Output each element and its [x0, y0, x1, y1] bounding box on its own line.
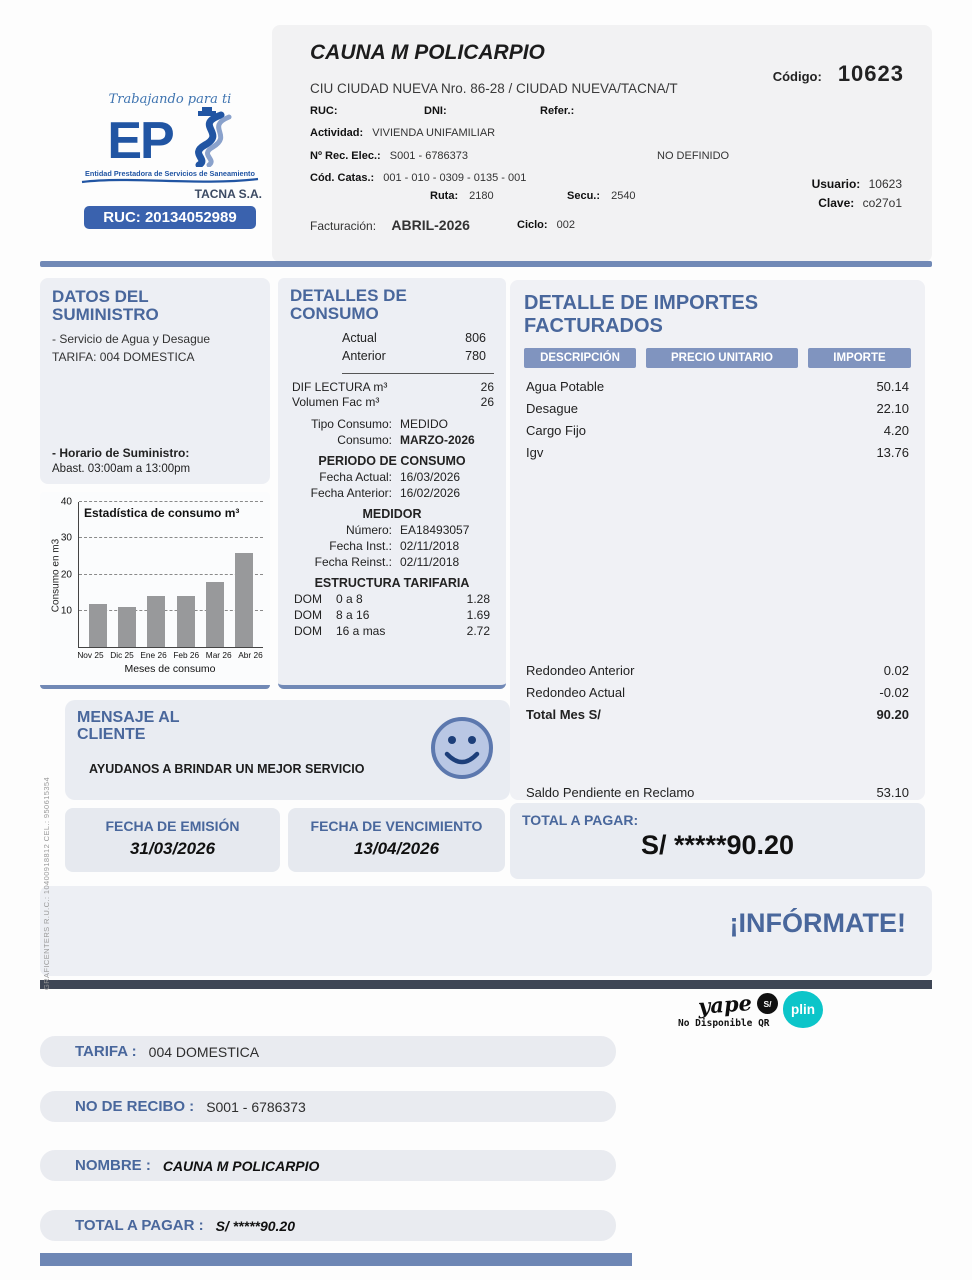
footer-nombre-label: NOMBRE : [75, 1157, 151, 1174]
ruta-label: Ruta: [430, 190, 459, 202]
fecha-anterior-label: Fecha Anterior: [310, 486, 392, 500]
actual-value: 806 [465, 331, 486, 345]
section-divider [40, 980, 932, 989]
actual-label: Actual [342, 331, 377, 345]
charge-row [510, 401, 925, 416]
footer-recibo-label: NO DE RECIBO : [75, 1098, 195, 1115]
charge-row [510, 379, 925, 394]
total-mes-value: 90.20 [876, 707, 909, 722]
fecha-anterior-value: 16/02/2026 [400, 486, 461, 500]
plin-logo: plin [783, 991, 823, 1028]
smiley-icon [430, 716, 494, 780]
charge-label: Agua Potable [526, 379, 605, 394]
charge-row [510, 423, 925, 438]
dif-lectura-row [292, 380, 494, 394]
clave-value: co27o1 [862, 196, 902, 210]
charge-label: Cargo Fijo [526, 423, 586, 438]
emission-date-value: 31/03/2026 [129, 839, 216, 858]
supply-title: DATOS DEL SUMINISTRO [52, 287, 159, 324]
charge-row [510, 445, 925, 460]
chart-y-axis-label: Consumo en m3 [50, 538, 62, 613]
message-panel [65, 700, 510, 800]
total-label: TOTAL A PAGAR: [522, 812, 639, 828]
informate-text: ¡INFÓRMATE! [729, 908, 906, 938]
col-precio-unitario: PRECIO UNITARIO [646, 348, 798, 368]
chart-x-tick-labels [74, 650, 266, 660]
catas-field [310, 172, 526, 184]
anterior-label: Anterior [342, 349, 386, 363]
customer-name: CAUNA M POLICARPIO [310, 41, 545, 64]
facturacion-field [310, 217, 470, 233]
catas-value: 001 - 010 - 0309 - 0135 - 001 [383, 172, 527, 184]
redondeo-anterior-row [510, 663, 925, 678]
supply-panel [40, 278, 270, 484]
saldo-label: Saldo Pendiente en Reclamo [526, 785, 695, 800]
saldo-pendiente-row [510, 785, 925, 800]
chart-x-axis-label: Meses de consumo [124, 663, 216, 675]
chart-y-axis: 10 20 30 40 [60, 496, 72, 617]
logo-company: TACNA S.A. [194, 187, 262, 201]
redondeo-anterior-label: Redondeo Anterior [526, 663, 635, 678]
ciclo-field [517, 219, 575, 231]
usuario-value: 10623 [868, 177, 902, 191]
consumo-label: Consumo: [337, 433, 392, 447]
charge-amount: 22.10 [876, 401, 909, 416]
actividad-field [310, 127, 495, 139]
bottom-accent-bar [40, 1253, 632, 1266]
footer-row-total [40, 1210, 616, 1241]
chart-plot-area [78, 502, 263, 648]
customer-address: CIU CIUDAD NUEVA Nro. 86-28 / CIUDAD NUEVA/TACNA/T [310, 81, 678, 96]
chart-bar [147, 596, 165, 647]
medidor-numero-row [290, 523, 494, 537]
chart-x-tick: Mar 26 [205, 650, 232, 660]
facturacion-label: Facturación: [310, 219, 377, 233]
refer-label: Refer.: [540, 105, 575, 117]
supply-schedule-value: Abast. 03:00am a 13:00pm [52, 463, 191, 475]
footer-tarifa-label: TARIFA : [75, 1043, 137, 1060]
rec-elec-label: Nº Rec. Elec.: [310, 150, 381, 162]
redondeo-actual-value: -0.02 [879, 685, 909, 700]
charges-title: DETALLE DE IMPORTES FACTURADOS [524, 292, 759, 337]
medidor-title: MEDIDOR [362, 507, 422, 521]
tipo-consumo-label: Tipo Consumo: [311, 417, 392, 431]
charge-label: Desague [526, 401, 579, 416]
charge-label: Igv [526, 445, 544, 460]
yape-logo: yape [697, 990, 753, 1019]
chart-x-tick: Dic 25 [110, 650, 134, 660]
charge-amount: 13.76 [876, 445, 909, 460]
total-panel [510, 803, 925, 879]
logo-tagline: Trabajando para ti [108, 92, 232, 107]
dni-field [424, 105, 447, 117]
ruta-field [430, 190, 494, 202]
charges-panel [510, 280, 925, 800]
secu-field [567, 190, 636, 202]
chart-x-tick: Nov 25 [77, 650, 104, 660]
dni-label: DNI: [424, 105, 447, 117]
col-descripcion: DESCRIPCIÓN [524, 348, 636, 368]
chart-bar [118, 607, 136, 647]
fecha-anterior-row [290, 486, 494, 500]
redondeo-actual-label: Redondeo Actual [526, 685, 626, 700]
refer-field [540, 105, 574, 117]
fecha-actual-label: Fecha Actual: [319, 470, 392, 484]
consumption-title: DETALLES DE CONSUMO [290, 286, 407, 323]
consumo-value: MARZO-2026 [400, 433, 475, 447]
eps-logo [72, 92, 268, 229]
saldo-value: 53.10 [876, 785, 909, 800]
codigo-block [773, 61, 904, 87]
redondeo-anterior-value: 0.02 [883, 663, 909, 678]
printer-side-note: GRAFICENTERS R.U.C.: 10400918812 CEL.: 950615354 [42, 776, 51, 990]
catas-label: Cód. Catas.: [310, 172, 375, 184]
actividad-label: Actividad: [310, 127, 364, 139]
chart-title: Estadística de consumo m³ [84, 506, 240, 520]
fecha-reinst-value: 02/11/2018 [400, 555, 460, 569]
tariff-type: DOM [294, 624, 322, 638]
reading-anterior-row [290, 347, 494, 365]
chart-bar [206, 582, 224, 647]
water-swirl-icon [175, 105, 233, 167]
tipo-consumo-row [290, 417, 494, 431]
charges-table-header [524, 348, 911, 368]
chart-bar [235, 553, 253, 647]
consumo-row [290, 433, 494, 447]
secu-value: 2540 [611, 190, 636, 202]
emission-date-label: FECHA DE EMISIÓN [105, 818, 240, 834]
total-mes-row [510, 707, 925, 722]
usuario-field [812, 177, 902, 191]
ruc-label: RUC: [310, 105, 338, 117]
footer-tarifa-value: 004 DOMESTICA [148, 1043, 260, 1060]
periodo-title: PERIODO DE CONSUMO [318, 454, 466, 468]
ruta-value: 2180 [469, 190, 494, 202]
secu-label: Secu.: [567, 190, 601, 202]
chart-bar [177, 596, 195, 647]
tariff-row [294, 608, 490, 622]
tariff-price: 2.72 [466, 624, 490, 638]
supply-service: - Servicio de Agua y Desague [52, 332, 211, 346]
reading-actual-row [290, 329, 494, 347]
emission-date-panel [65, 808, 280, 872]
ciclo-value: 002 [556, 219, 575, 231]
logo-subtitle: Entidad Prestadora de Servicios de Saneamiento [85, 169, 255, 178]
redondeo-actual-row [510, 685, 925, 700]
consumption-chart [40, 492, 270, 689]
header-card [272, 25, 932, 262]
fecha-reinst-row [290, 555, 494, 569]
facturacion-value: ABRIL-2026 [391, 217, 470, 233]
tariff-price: 1.69 [466, 608, 490, 622]
fecha-inst-value: 02/11/2018 [400, 539, 460, 553]
charge-amount: 4.20 [883, 423, 909, 438]
charge-rows [510, 372, 925, 467]
tariff-price: 1.28 [466, 592, 490, 606]
qr-availability-note: No Disponible QR [678, 1018, 770, 1029]
tariff-range: 8 a 16 [336, 608, 370, 622]
tipo-consumo-value: MEDIDO [400, 417, 448, 431]
yape-badge-icon: S/ [757, 993, 778, 1014]
fecha-reinst-label: Fecha Reinst.: [314, 555, 392, 569]
medidor-numero-value: EA18493057 [400, 523, 470, 537]
rec-elec-value: S001 - 6786373 [389, 150, 469, 162]
medidor-numero-label: Número: [345, 523, 392, 537]
tariff-range: 16 a mas [336, 624, 386, 638]
tariff-type: DOM [294, 592, 322, 606]
total-amount: S/ *****90.20 [640, 830, 795, 860]
volumen-fac-row [292, 395, 494, 409]
rounding-rows [510, 656, 925, 729]
tariff-range: 0 a 8 [336, 592, 363, 606]
footer-recibo-value: S001 - 6786373 [206, 1098, 306, 1115]
charge-amount: 50.14 [876, 379, 909, 394]
tariff-row [294, 592, 490, 606]
logo-ruc-badge: RUC: 20134052989 [84, 206, 256, 229]
consumption-panel [278, 278, 506, 689]
footer-total-label: TOTAL A PAGAR : [75, 1217, 204, 1234]
footer-total-value: S/ *****90.20 [215, 1217, 296, 1234]
header-divider [40, 261, 932, 267]
usuario-label: Usuario: [811, 177, 861, 191]
due-date-label: FECHA DE VENCIMIENTO [310, 818, 483, 834]
ciclo-label: Ciclo: [517, 219, 548, 231]
estructura-title: ESTRUCTURA TARIFARIA [314, 576, 470, 590]
footer-row-nombre [40, 1150, 616, 1181]
clave-label: Clave: [818, 196, 855, 210]
anterior-value: 780 [465, 349, 486, 363]
chart-bar [89, 604, 107, 648]
tariff-row [294, 624, 490, 638]
dif-lectura-label: DIF LECTURA m³ [292, 380, 388, 394]
col-importe: IMPORTE [808, 348, 911, 368]
logo-brand [72, 109, 268, 170]
reading-separator [342, 373, 494, 374]
codigo-label: Código: [772, 69, 822, 84]
supply-tariff: TARIFA: 004 DOMESTICA [52, 350, 195, 364]
due-date-value: 13/04/2026 [353, 839, 440, 858]
fecha-actual-value: 16/03/2026 [400, 470, 461, 484]
fecha-actual-row [290, 470, 494, 484]
volumen-fac-value: 26 [480, 395, 494, 409]
due-date-panel [288, 808, 505, 872]
tariff-type: DOM [294, 608, 322, 622]
volumen-fac-label: Volumen Fac m³ [292, 395, 380, 409]
actividad-value: VIVIENDA UNIFAMILIAR [372, 127, 496, 139]
supply-schedule-label: - Horario de Suministro: [52, 446, 190, 460]
codigo-value: 10623 [837, 61, 904, 86]
footer-row-tarifa [40, 1036, 616, 1067]
chart-x-tick: Abr 26 [238, 650, 263, 660]
chart-bars [79, 502, 263, 647]
message-title: MENSAJE AL CLIENTE [77, 709, 180, 743]
total-mes-label: Total Mes S/ [526, 707, 601, 722]
logo-ep-letters: EP [107, 112, 173, 170]
footer-row-recibo [40, 1091, 616, 1122]
fecha-inst-label: Fecha Inst.: [329, 539, 392, 553]
informate-banner [40, 886, 932, 976]
ruc-field [310, 105, 338, 117]
fecha-inst-row [290, 539, 494, 553]
chart-x-tick: Feb 26 [173, 650, 200, 660]
dif-lectura-value: 26 [480, 380, 494, 394]
rec-elec-field [310, 150, 468, 162]
message-body: AYUDANOS A BRINDAR UN MEJOR SERVICIO [89, 762, 365, 776]
chart-x-tick: Ene 26 [140, 650, 167, 660]
footer-nombre-value: CAUNA M POLICARPIO [162, 1157, 320, 1174]
clave-field [818, 196, 902, 210]
no-definido: NO DEFINIDO [657, 150, 730, 162]
